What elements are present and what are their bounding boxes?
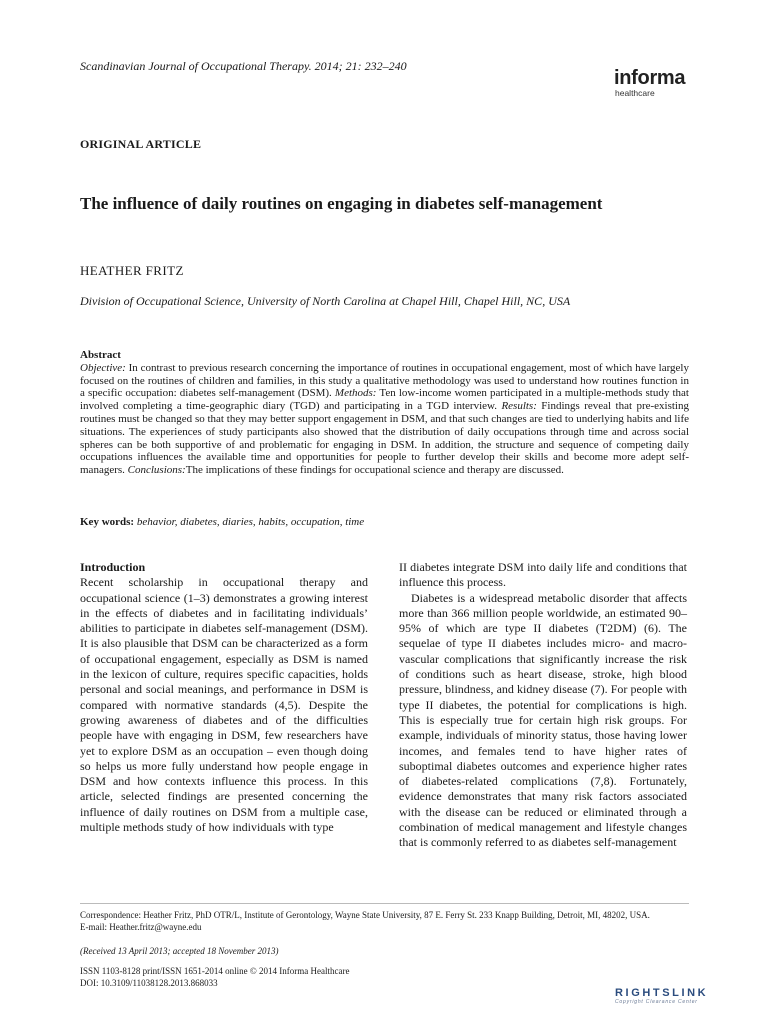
article-title: The influence of daily routines on engaging in diabetes self-management <box>80 194 603 213</box>
body-column-left <box>80 560 368 835</box>
author-affiliation: Division of Occupational Science, University of North Carolina at Chapel Hill, Chapel Hill, NC, USA <box>80 294 571 308</box>
objective-label: Objective: <box>80 361 126 374</box>
correspondence-note <box>80 909 700 933</box>
author-name: HEATHER FRITZ <box>80 263 184 278</box>
body-column-right <box>399 560 687 851</box>
introduction-paragraph: Recent scholarship in occupational therapy and occupational science (1–3) demonstrates a growing interest in the effects of diabetes and in facilitating individuals’ abilities to participate in diabetes self-management (DSM). It is also plausible that DSM can be characterized as a form of occupational engagement, especially as DSM is named in the lexicon of culture, requires specific capacities, holds personal and social meanings, and performance in DSM is compared with normative standards (4,5). Despite the growing awareness of diabetes and of the difficulties people have with engaging in DSM, few researchers have yet to explore DSM as an occupation – even though doing so helps us more fully understand how people engage in DSM and how contexts influence this process. In this article, selected findings are presented concerning the influence of daily routines on DSM from a multiple case, multiple methods study of how individuals with type <box>80 575 368 835</box>
doi-line: DOI: 10.3109/11038128.2013.868033 <box>80 978 218 988</box>
rightslink-text: RIGHTSLINK <box>615 987 709 999</box>
abstract <box>80 349 689 477</box>
results-label: Results: <box>501 400 537 413</box>
article-type: ORIGINAL ARTICLE <box>80 137 202 151</box>
correspondence-email: E-mail: Heather.fritz@wayne.edu <box>80 922 202 932</box>
footnote-divider <box>80 903 689 904</box>
journal-citation: Scandinavian Journal of Occupational Therapy. 2014; 21: 232–240 <box>80 59 407 73</box>
introduction-heading: Introduction <box>80 560 146 574</box>
methods-text: Ten low-income women participated in a multiple-methods study that involved completing a time-geographic diary (TGD) and participating in a TGD interview. <box>80 387 689 413</box>
conclusions-text: The implications of these findings for occupational science and therapy are discussed. <box>185 464 564 477</box>
keywords-list: behavior, diabetes, diaries, habits, occupation, time <box>136 516 365 528</box>
rightslink-logo[interactable] <box>615 987 708 1005</box>
publisher-subtitle: healthcare <box>615 88 655 98</box>
publisher-logo <box>614 68 685 98</box>
issn-line: ISSN 1103-8128 print/ISSN 1651-2014 online © 2014 Informa Healthcare <box>80 966 350 976</box>
conclusions-label: Conclusions: <box>127 464 186 477</box>
received-dates: (Received 13 April 2013; accepted 18 November 2013) <box>80 946 279 956</box>
keywords-label: Key words: <box>80 516 135 528</box>
body-paragraph-continued: II diabetes integrate DSM into daily life and conditions that influence this process. <box>399 560 687 590</box>
publisher-name: informa <box>614 67 686 89</box>
correspondence-address: Correspondence: Heather Fritz, PhD OTR/L, Institute of Gerontology, Wayne State University, 87 E. Ferry St. 233 Knapp Building, Detroit, MI, 48202, USA. <box>80 910 650 920</box>
objective-text: In contrast to previous research concerning the importance of routines in occupational engagement, most of which have largely focused on the routines of children and families, in this study a qualitative methodology was used to understand how routines function in a specific occupation: diabetes self-management (DSM). <box>80 361 689 400</box>
keywords <box>80 516 364 528</box>
abstract-heading: Abstract <box>80 349 121 361</box>
body-paragraph-diabetes: Diabetes is a widespread metabolic disorder that affects more than 366 million people worldwide, an estimated 90–95% of which are type II diabetes (T2DM) (6). The sequelae of type II diabetes includes micro- and macro-vascular complications that significantly increase the risk of conditions such as heart disease, stroke, high blood pressure, blindness, and kidney disease (7). For people with type II diabetes, the potential for complications is high. This is especially true for certain high risk groups. For example, individuals of minority status, those having lower incomes, and females tend to have higher rates of suboptimal diabetes outcomes and experience higher rates of diabetes-related complications (7,8). Fortunately, evidence demonstrates that many risk factors associated with the disease can be reduced or eliminated through a combination of medical management and lifestyle changes that is commonly referred to as diabetes self-management <box>399 590 687 850</box>
rightslink-subtitle: Copyright Clearance Center <box>615 999 698 1005</box>
publication-info <box>80 965 349 989</box>
methods-label: Methods: <box>334 387 377 400</box>
results-text: Findings reveal that pre-existing routines must be changed so that they may better support engagement in DSM, and that such changes are tied to underlying habits and life situations. The experiences of study participants also showed that the distribution of daily occupations through time and across social spheres can be both supportive of and problematic for engaging in DSM. In addition, the structure and sequence of competing daily occupations influences the available time and opportunities for people to further develop their skills and become more adept self-managers. <box>80 400 689 477</box>
